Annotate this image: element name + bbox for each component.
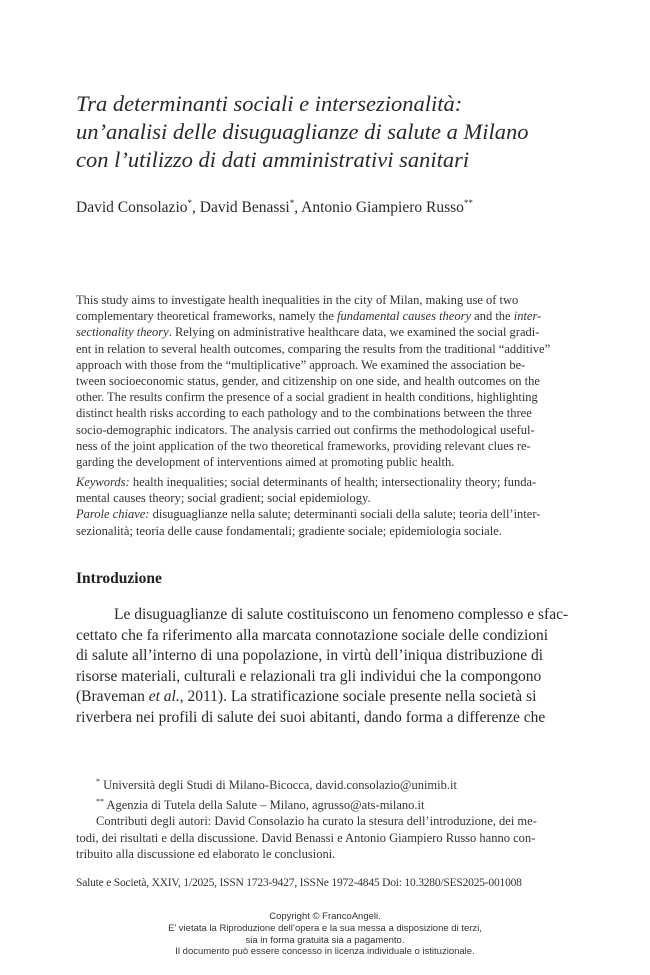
parole-chiave-line: sezionalità; teoria delle cause fondamentali; gradiente sociale; epidemiologia sociale. xyxy=(76,523,502,538)
author-contributions-line: todi, dei risultati e della discussione. David Benassi e Antonio Giampiero Russo hanno con- xyxy=(76,830,536,845)
abstract-line: other. The results confirm the presence of a social gradient in health conditions, highlighting xyxy=(76,390,538,405)
copyright-line: E’ vietata la Riproduzione dell’opera e la sua messa a disposizione di terzi, xyxy=(168,922,482,934)
abstract-text: and the xyxy=(471,309,514,324)
abstract-line: socio-demographic indicators. The analysis carried out confirms the methodological useful- xyxy=(76,422,535,437)
footnote-affiliation-2 xyxy=(76,794,576,814)
keywords-line xyxy=(76,474,576,490)
footnote-affiliation-1 xyxy=(76,774,576,794)
keywords-text: health inequalities; social determinants of health; intersectionality theory; funda- xyxy=(129,475,537,489)
abstract-line xyxy=(76,308,576,324)
abstract-line: distinct health risks according to each pathology and to the combinations between the three xyxy=(76,406,532,421)
citation-emphasis: et al. xyxy=(148,688,180,706)
copyright-line: Copyright © FrancoAngeli. xyxy=(269,911,381,922)
parole-chiave-text: disuguaglianze nella salute; determinanti sociali della salute; teoria dell’inter- xyxy=(149,507,541,522)
abstract-line: approach with those from the “multiplicative” approach. We examined the association be- xyxy=(76,357,526,372)
title-line: Tra determinanti sociali e intersezionalità: xyxy=(76,91,463,116)
abstract-line: garding the development of interventions aimed at promoting public health. xyxy=(76,455,455,470)
abstract-emphasis: fundamental causes theory xyxy=(337,309,472,324)
article-title xyxy=(76,90,596,174)
parole-chiave-line xyxy=(76,506,576,522)
author-affiliation-mark: * xyxy=(187,198,192,208)
author-name: David Benassi xyxy=(199,199,290,217)
author-affiliation-mark: ** xyxy=(463,198,473,208)
footnote-mark: * xyxy=(96,777,100,786)
author-affiliation-mark: * xyxy=(289,198,295,208)
footnote-text: Agenzia di Tutela della Salute – Milano, agrusso@ats-milano.it xyxy=(104,797,425,812)
abstract-line xyxy=(76,324,576,340)
abstract-emphasis: inter- xyxy=(513,309,542,324)
section-heading: Introduzione xyxy=(76,570,162,587)
title-line: un’analisi delle disuguaglianze di salute a Milano xyxy=(76,119,529,144)
abstract-line: ent in relation to several health outcomes, comparing the results from the traditional “additive” xyxy=(76,341,551,356)
copyright-notice xyxy=(0,911,650,958)
abstract-line: ness of the joint application of the two theoretical frameworks, providing relevant clues re- xyxy=(76,438,531,453)
footnote-mark: ** xyxy=(96,796,104,806)
journal-citation: Salute e Società, XXIV, 1/2025, ISSN 1723-9427, ISSNe 1972-4845 Doi: 10.3280/SES2025-001008 xyxy=(76,877,522,889)
keywords-block xyxy=(76,474,576,539)
abstract xyxy=(76,292,576,470)
body-line: Le disuguaglianze di salute costituiscono un fenomeno complesso e sfac- xyxy=(114,606,569,623)
abstract-emphasis: sectionality theory xyxy=(76,325,169,340)
abstract-line: tween socioeconomic status, gender, and citizenship on one side, and health outcomes on the xyxy=(76,374,540,389)
parole-chiave-label: Parole chiave: xyxy=(76,507,150,522)
footnotes xyxy=(76,774,576,862)
abstract-line: This study aims to investigate health inequalities in the city of Milan, making use of two xyxy=(76,293,519,307)
keywords-label: Keywords: xyxy=(76,475,130,489)
author-list: David Consolazio*, David Benassi*, Antonio Giampiero Russo** xyxy=(76,198,473,217)
body-line: risorse materiali, culturali e relazionali tra gli individui che la compongono xyxy=(76,667,542,685)
body-line: di salute all’interno di una popolazione, in virtù dell’iniqua distribuzione di xyxy=(76,647,544,665)
author-name: Antonio Giampiero Russo xyxy=(301,199,464,217)
body-line: cettato che fa riferimento alla marcata connotazione sociale delle condizioni xyxy=(76,626,549,644)
body-paragraph xyxy=(76,605,576,729)
body-text: (Braveman xyxy=(76,688,149,706)
title-line: con l’utilizzo di dati amministrativi sanitari xyxy=(76,147,470,172)
body-text: , 2011). La stratificazione sociale presente nella società si xyxy=(179,688,537,706)
body-line xyxy=(76,687,576,708)
copyright-line: Il documento può essere concesso in licenza individuale o istituzionale. xyxy=(175,946,475,958)
author-name: David Consolazio xyxy=(76,199,188,217)
copyright-line: sia in forma gratuita sia a pagamento. xyxy=(245,934,405,946)
author-contributions-line: tribuito alla discussione ed elaborato le conclusioni. xyxy=(76,846,336,861)
abstract-text: complementary theoretical frameworks, namely the xyxy=(76,309,338,324)
keywords-line: mental causes theory; social gradient; social epidemiology. xyxy=(76,491,371,506)
footnote-text: Università degli Studi di Milano-Bicocca, david.consolazio@unimib.it xyxy=(100,778,457,793)
body-line: riverbera nei profili di salute dei suoi abitanti, dando forma a differenze che xyxy=(76,708,546,726)
author-contributions-line: Contributi degli autori: David Consolazio ha curato la stesura dell’introduzione, dei me- xyxy=(96,814,537,829)
abstract-text: . Relying on administrative healthcare data, we examined the social gradi- xyxy=(168,325,540,340)
